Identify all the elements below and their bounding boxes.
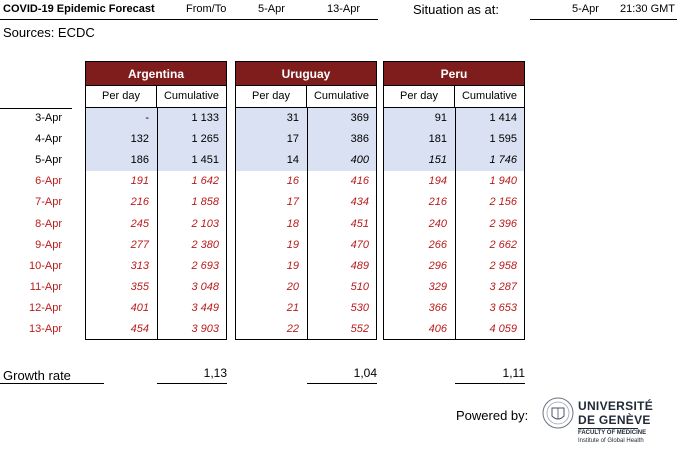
country-block-peru [383, 61, 525, 341]
country-block-uruguay [235, 61, 377, 341]
per-day-cell: 181 [428, 133, 447, 146]
cumulative-cell: 3 449 [191, 301, 219, 314]
per-day-cell: 20 [286, 280, 299, 293]
cumulative-cell: 530 [350, 301, 369, 314]
growth-rate-argentina: 1,13 [203, 366, 227, 380]
cumulative-cell: 2 103 [191, 217, 219, 230]
cumulative-cell: 3 653 [489, 301, 517, 314]
per-day-cell: 266 [428, 238, 447, 251]
cumulative-cell: 1 595 [489, 133, 517, 146]
cumulative-cell: 434 [350, 196, 369, 209]
university-name-line1: UNIVERSITÉ [578, 399, 654, 413]
per-day-cell: 277 [130, 238, 149, 251]
growth-rate-underline [455, 383, 525, 384]
per-day-cell: 31 [286, 112, 299, 124]
per-day-cell: 17 [286, 133, 299, 146]
per-day-cell: 296 [428, 259, 447, 272]
cumulative-cell: 2 380 [191, 238, 219, 251]
growth-rate-underline [0, 383, 104, 384]
country-header: Argentina [85, 61, 227, 86]
cumulative-cell: 470 [350, 238, 369, 251]
powered-by-label: Powered by: [456, 408, 529, 423]
growth-rate-underline [157, 383, 227, 384]
cumulative-cell: 2 662 [489, 238, 517, 251]
per-day-cell: 18 [286, 217, 299, 230]
header-underline-right [530, 19, 677, 20]
row-date: 13-Apr [28, 323, 62, 335]
per-day-cell: 191 [130, 175, 149, 188]
per-day-cell: 216 [130, 196, 149, 209]
cumulative-cell: 3 903 [191, 323, 219, 335]
cumulative-header: Cumulative [157, 85, 227, 108]
institute-label: Institute of Global Health [578, 438, 644, 444]
cumulative-cell: 3 287 [489, 280, 517, 293]
cumulative-cell: 1 858 [191, 196, 219, 209]
per-day-cell: 329 [428, 280, 447, 293]
country-block-argentina [85, 61, 227, 341]
cumulative-cell: 386 [350, 133, 369, 146]
row-date: 5-Apr [35, 154, 62, 167]
per-day-header: Per day [235, 85, 307, 108]
per-day-cell: 454 [130, 323, 149, 335]
per-day-cell: 19 [286, 259, 299, 272]
cumulative-cell: 489 [350, 259, 369, 272]
per-day-cell: 19 [286, 238, 299, 251]
university-divider [578, 428, 638, 429]
from-date: 5-Apr [258, 3, 285, 15]
per-day-cell: 186 [130, 154, 149, 167]
per-day-header: Per day [85, 85, 157, 108]
per-day-cell: 406 [428, 323, 447, 335]
per-day-cell: 366 [428, 301, 447, 314]
per-day-cell: 14 [286, 154, 299, 167]
cumulative-header: Cumulative [307, 85, 377, 108]
cumulative-cell: 4 059 [489, 323, 517, 335]
row-date: 8-Apr [35, 217, 62, 230]
situation-time: 21:30 GMT [620, 3, 676, 15]
per-day-cell: 401 [130, 301, 149, 314]
row-date: 4-Apr [35, 133, 62, 146]
growth-rate-peru: 1,11 [502, 366, 525, 380]
sources-label: Sources: ECDC [3, 25, 95, 40]
per-day-cell: 16 [286, 175, 299, 188]
per-day-cell: 21 [286, 301, 299, 314]
row-date: 7-Apr [35, 196, 62, 209]
row-date: 12-Apr [28, 301, 62, 314]
cumulative-cell: 2 396 [489, 217, 517, 230]
cumulative-cell: 2 958 [489, 259, 517, 272]
faculty-label: FACULTY OF MEDICINE [578, 430, 647, 436]
cumulative-cell: 510 [350, 280, 369, 293]
page-title: COVID-19 Epidemic Forecast [3, 3, 155, 15]
cumulative-cell: 416 [350, 175, 369, 188]
row-date: 3-Apr [35, 112, 62, 124]
cumulative-cell: 1 746 [489, 154, 517, 167]
situation-date: 5-Apr [572, 3, 599, 15]
growth-rate-label: Growth rate [3, 368, 71, 383]
to-date: 13-Apr [327, 3, 361, 15]
row-date: 9-Apr [35, 238, 62, 251]
per-day-cell: 216 [428, 196, 447, 209]
per-day-cell: 240 [428, 217, 447, 230]
per-day-cell: 132 [130, 133, 149, 146]
cumulative-cell: 1 133 [191, 112, 219, 124]
university-seal-icon [542, 396, 574, 430]
per-day-cell: 194 [428, 175, 447, 188]
date-column-top-line [0, 108, 72, 109]
per-day-cell: 22 [286, 323, 299, 335]
per-day-cell: 17 [286, 196, 299, 209]
growth-rate-underline [307, 383, 377, 384]
per-day-cell: 245 [130, 217, 149, 230]
per-day-cell: 151 [428, 154, 447, 167]
cumulative-header: Cumulative [455, 85, 525, 108]
header-underline-left [0, 19, 378, 20]
cumulative-cell: 1 265 [191, 133, 219, 146]
growth-rate-uruguay: 1,04 [353, 366, 377, 380]
cumulative-cell: 3 048 [191, 280, 219, 293]
cumulative-cell: 400 [350, 154, 369, 167]
per-day-cell: 355 [130, 280, 149, 293]
per-day-cell: 91 [434, 112, 447, 124]
country-header: Peru [383, 61, 525, 86]
situation-label: Situation as at: [413, 2, 499, 17]
per-day-cell: 313 [130, 259, 149, 272]
cumulative-cell: 2 156 [489, 196, 517, 209]
cumulative-cell: 451 [350, 217, 369, 230]
row-date: 11-Apr [29, 280, 62, 293]
cumulative-cell: 1 451 [191, 154, 219, 167]
from-to-label: From/To [186, 3, 227, 15]
cumulative-cell: 1 940 [489, 175, 517, 188]
cumulative-cell: 1 642 [191, 175, 219, 188]
cumulative-cell: 2 693 [191, 259, 219, 272]
per-day-cell: - [145, 112, 149, 124]
cumulative-cell: 369 [350, 112, 369, 124]
university-name-line2: DE GENÈVE [578, 413, 651, 427]
per-day-header: Per day [383, 85, 455, 108]
row-date: 10-Apr [28, 259, 62, 272]
row-date: 6-Apr [35, 175, 62, 188]
cumulative-cell: 1 414 [489, 112, 517, 124]
country-header: Uruguay [235, 61, 377, 86]
cumulative-cell: 552 [350, 323, 369, 335]
